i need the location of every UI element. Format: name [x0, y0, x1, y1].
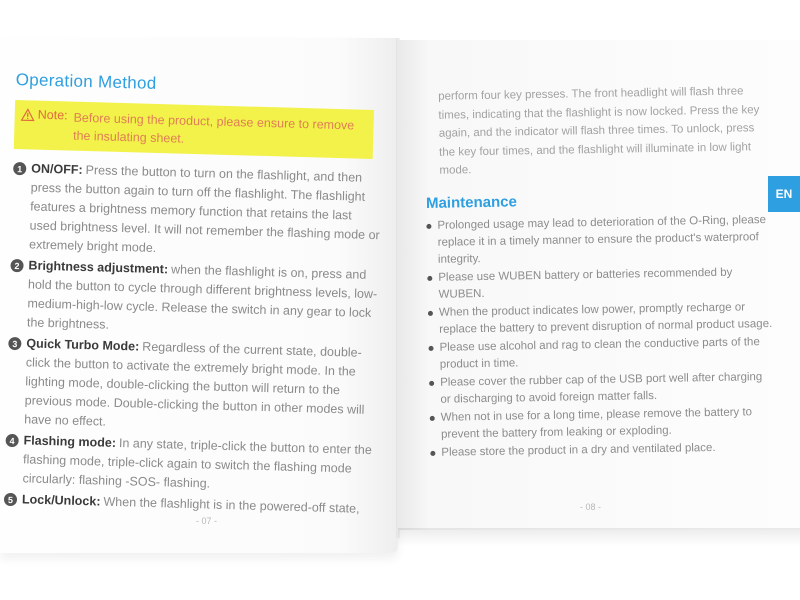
bullet-dot	[430, 415, 435, 420]
step-number-badge: 3	[8, 337, 21, 350]
list-item-text: Please cover the rubber cap of the USB port well after charging or discharging to avoid foreign matter falls.	[440, 370, 763, 406]
operation-item-body	[27, 256, 381, 342]
page-number-right: - 08 -	[580, 502, 602, 512]
note-label-group	[20, 107, 68, 144]
operation-item-heading: Brightness adjustment:	[28, 258, 169, 277]
operation-item-text: Press the button to turn on the flashlight, and then press the button again to turn off the flashlight. The flashlight features a brightness memory function that retains the last used brightness level. It will not remember the flashing mode or extremely bright mode.	[28, 162, 380, 255]
list-item	[430, 403, 776, 443]
lock-unlock-continuation: perform four key presses. The front headlight will flash three times, indicating that the flashlight is now locked. Press the key again, and the indicator will flash three times. To unlock, press the key four times, and the flashlight will illuminate in low light mode.	[438, 85, 760, 177]
step-number-badge: 5	[4, 493, 17, 506]
bullet-dot	[426, 223, 431, 228]
operation-item-heading: Lock/Unlock:	[21, 492, 101, 509]
list-item-text: Please use alcohol and rag to clean the conductive parts of the product in time.	[439, 335, 760, 371]
bullet-dot	[428, 310, 433, 315]
bullet-dot	[428, 345, 433, 350]
operation-item-text: In any state, triple-click the button to enter the flashing mode, triple-click again to switch the flashing mode circularly: flashing -SOS- flashing.	[22, 436, 373, 491]
bullet-dot	[429, 380, 434, 385]
operation-item-text: Regardless of the current state, double-click the button to activate the extremely bright mode. In the lighting mode, double-clicking the button will return to the previous mode. Double-clicking the button in other modes will have no effect.	[24, 339, 365, 429]
list-item-text: When not in use for a long time, please remove the battery to prevent the battery from leaking or exploding.	[440, 405, 753, 441]
list-item	[428, 333, 774, 373]
operation-item-heading: Flashing mode:	[23, 433, 117, 450]
operation-item-text: when the flashlight is on, press and hold the button to cycle through different brightness levels, low-medium-high-low cycle. Release the switch in any gear to lock the brightness.	[26, 262, 378, 332]
language-tab-en: EN	[768, 176, 800, 212]
bullet-dot	[427, 275, 432, 280]
step-number-badge: 2	[10, 259, 23, 272]
note-highlight	[14, 100, 374, 159]
list-item	[429, 368, 775, 408]
operation-item-brightness	[9, 256, 381, 342]
left-page	[0, 38, 398, 553]
left-page-content	[4, 70, 386, 521]
list-item-text: Please store the product in a dry and ventilated place.	[441, 441, 716, 459]
operation-item-heading: ON/OFF:	[31, 161, 83, 177]
bullet-dot	[430, 450, 435, 455]
operation-item-flashing	[4, 431, 375, 498]
operation-item-turbo	[6, 334, 379, 439]
operation-method-title: Operation Method	[15, 70, 157, 93]
operation-item-body	[22, 431, 375, 498]
operation-item-heading: Quick Turbo Mode:	[26, 336, 140, 354]
step-number-badge: 4	[5, 434, 18, 447]
right-page	[398, 40, 800, 530]
operation-item-on-off	[11, 159, 384, 264]
note-label: Note:	[37, 107, 68, 123]
page-number-left: - 07 -	[196, 516, 218, 526]
operation-item-text: When the flashlight is in the powered-off state,	[103, 494, 360, 516]
list-item-text: Please use WUBEN battery or batteries recommended by WUBEN.	[438, 266, 733, 301]
list-item	[428, 298, 774, 338]
warning-icon	[21, 108, 35, 121]
right-page-content	[424, 82, 775, 462]
list-item	[426, 211, 772, 268]
operation-item-body	[24, 334, 379, 439]
list-item	[427, 263, 773, 303]
page-shadow	[398, 528, 800, 546]
maintenance-list	[426, 211, 775, 461]
list-item-text: When the product indicates low power, promptly recharge or replace the battery to prevent disruption of normal product usage.	[438, 300, 773, 336]
maintenance-title: Maintenance	[425, 192, 518, 212]
step-number-badge: 1	[13, 162, 26, 175]
note-text: Before using the product, please ensure to remove the insulating sheet.	[72, 110, 355, 146]
operation-item-body	[29, 159, 384, 264]
list-item-text: Prolonged usage may lead to deterioration of the O-Ring, please replace it in a timely manner to ensure the product's waterproof integrity.	[437, 213, 767, 266]
